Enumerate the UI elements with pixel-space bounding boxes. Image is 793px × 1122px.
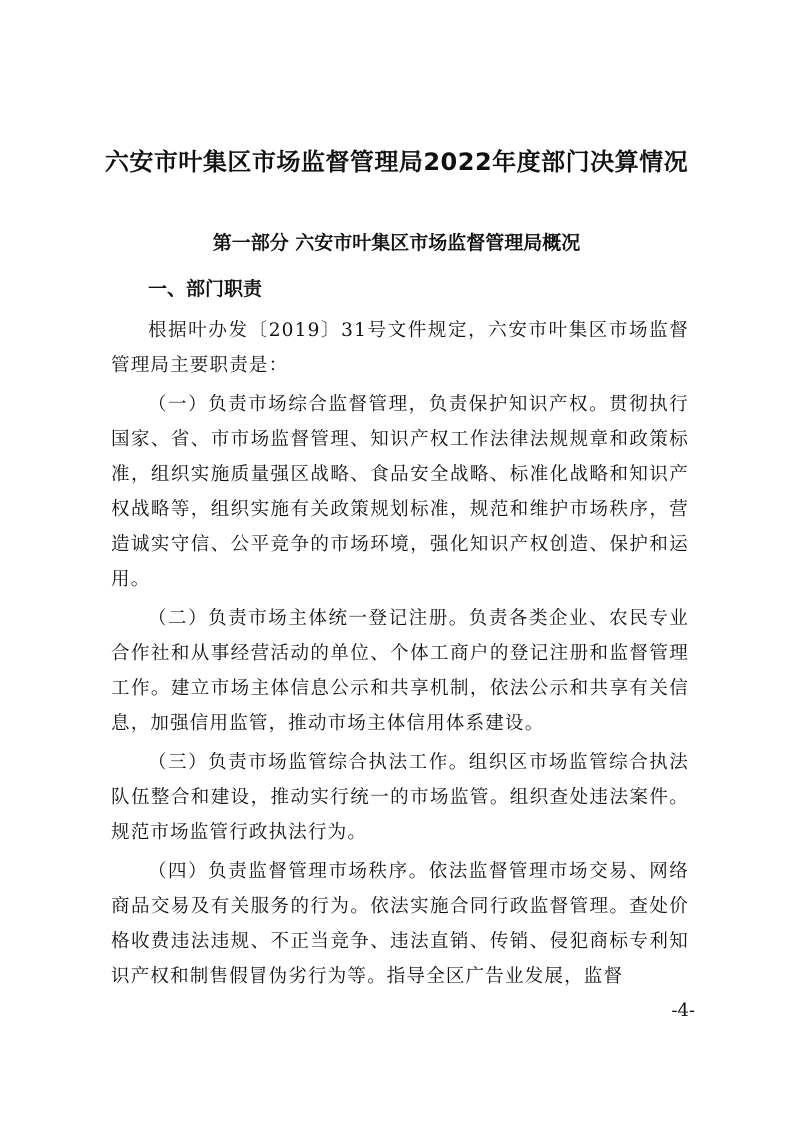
part-title: 第一部分 六安市叶集区市场监督管理局概况	[212, 232, 581, 254]
paragraph-duty-4: （四）负责监督管理市场秩序。依法监督管理市场交易、网络商品交易及有关服务的行为。依法实施合同行政监督管理。查处价格收费违法违规、不正当竞争、违法直销、传销、侵犯商标专利知识产权和制售假冒伪劣行为等。指导全区广告业发展，监督	[111, 861, 689, 987]
paragraph-intro: 根据叶办发〔2019〕31号文件规定，六安市叶集区市场监督管理局主要职责是：	[111, 320, 689, 376]
section-heading: 一、部门职责	[148, 278, 263, 300]
paragraph-duty-3: （三）负责市场监管综合执法工作。组织区市场监管综合执法队伍整合和建设，推动实行统一的市场监管。组织查处违法案件。规范市场监管行政执法行为。	[111, 752, 689, 843]
paragraph-duty-2: （二）负责市场主体统一登记注册。负责各类企业、农民专业合作社和从事经营活动的单位、个体工商户的登记注册和监督管理工作。建立市场主体信息公示和共享机制，依法公示和共享有关信息，加强信用监管，推动市场主体信用体系建设。	[111, 608, 689, 734]
paragraph-duty-1: （一）负责市场综合监督管理，负责保护知识产权。贯彻执行国家、省、市市场监督管理、知识产权工作法律法规规章和政策标准，组织实施质量强区战略、食品安全战略、标准化战略和知识产权战略等，组织实施有关政策规划标准，规范和维护市场秩序，营造诚实守信、公平竞争的市场环境，强化知识产权创造、保护和运用。	[111, 394, 689, 590]
document-title: 六安市叶集区市场监督管理局2022年度部门决算情况	[104, 148, 689, 176]
body-text	[111, 313, 689, 998]
page-number: -4-	[671, 1000, 695, 1021]
